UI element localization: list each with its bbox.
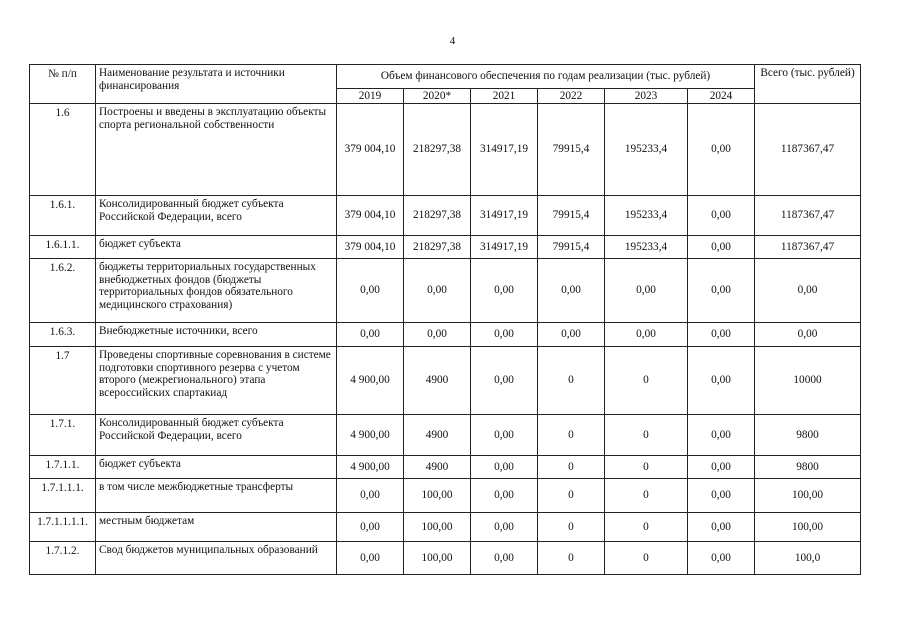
row-value: 0,00	[337, 542, 404, 575]
row-value: 4 900,00	[337, 415, 404, 456]
row-value: 195233,4	[605, 104, 688, 196]
row-value: 0	[538, 479, 605, 513]
row-value: 0	[605, 456, 688, 479]
row-value: 0,00	[404, 323, 471, 347]
row-value: 0,00	[688, 479, 755, 513]
row-value: 314917,19	[471, 104, 538, 196]
row-total: 1187367,47	[755, 196, 861, 236]
row-value: 0,00	[688, 513, 755, 542]
row-value: 0,00	[688, 415, 755, 456]
row-number: 1.6.2.	[30, 259, 96, 323]
row-value: 79915,4	[538, 236, 605, 259]
row-value: 379 004,10	[337, 104, 404, 196]
header-name: Наименование результата и источники финансирования	[96, 65, 337, 104]
row-name: местным бюджетам	[96, 513, 337, 542]
header-year: 2020*	[404, 89, 471, 104]
row-name: бюджеты территориальных государственных внебюджетных фондов (бюджеты территориальных фондов обязательного медицинского страхования)	[96, 259, 337, 323]
row-value: 0,00	[337, 513, 404, 542]
row-name: бюджет субъекта	[96, 456, 337, 479]
row-name: Проведены спортивные соревнования в системе подготовки спортивного резерва с учетом второго (межрегионального) этапа всероссийских спартакиад	[96, 347, 337, 415]
row-value: 79915,4	[538, 104, 605, 196]
row-value: 0	[538, 542, 605, 575]
row-name: в том числе межбюджетные трансферты	[96, 479, 337, 513]
financing-table	[29, 64, 861, 575]
table-row	[30, 323, 861, 347]
row-total: 1187367,47	[755, 236, 861, 259]
table-row	[30, 513, 861, 542]
row-value: 0	[538, 513, 605, 542]
row-value: 0,00	[688, 259, 755, 323]
row-value: 379 004,10	[337, 196, 404, 236]
row-name: Построены и введены в эксплуатацию объекты спорта региональной собственности	[96, 104, 337, 196]
row-value: 0,00	[471, 479, 538, 513]
row-value: 4900	[404, 456, 471, 479]
row-value: 0,00	[337, 259, 404, 323]
row-value: 4900	[404, 347, 471, 415]
row-total: 9800	[755, 456, 861, 479]
table-body	[30, 104, 861, 575]
page-number: 4	[449, 35, 456, 47]
row-number: 1.6.3.	[30, 323, 96, 347]
row-value: 0	[605, 542, 688, 575]
row-total: 100,0	[755, 542, 861, 575]
row-value: 0,00	[688, 196, 755, 236]
table-header	[30, 65, 861, 104]
row-value: 0,00	[688, 347, 755, 415]
table-row	[30, 415, 861, 456]
row-value: 4900	[404, 415, 471, 456]
row-value: 218297,38	[404, 104, 471, 196]
header-volume: Объем финансового обеспечения по годам реализации (тыс. рублей)	[337, 65, 755, 89]
row-value: 0,00	[404, 259, 471, 323]
row-number: 1.7.1.1.1.1.	[30, 513, 96, 542]
table-row	[30, 542, 861, 575]
row-name: Внебюджетные источники, всего	[96, 323, 337, 347]
row-name: бюджет субъекта	[96, 236, 337, 259]
row-value: 0,00	[471, 456, 538, 479]
row-value: 100,00	[404, 479, 471, 513]
row-value: 0,00	[471, 259, 538, 323]
row-total: 10000	[755, 347, 861, 415]
table-row	[30, 259, 861, 323]
table-row	[30, 347, 861, 415]
row-number: 1.7.1.1.	[30, 456, 96, 479]
header-year: 2023	[605, 89, 688, 104]
table-row	[30, 196, 861, 236]
row-number: 1.7	[30, 347, 96, 415]
row-number: 1.7.1.2.	[30, 542, 96, 575]
table-row	[30, 479, 861, 513]
row-value: 0,00	[688, 323, 755, 347]
header-year: 2021	[471, 89, 538, 104]
header-num: № п/п	[30, 65, 96, 104]
row-total: 100,00	[755, 513, 861, 542]
row-value: 195233,4	[605, 236, 688, 259]
row-value: 0,00	[538, 259, 605, 323]
row-value: 0	[538, 456, 605, 479]
row-value: 314917,19	[471, 196, 538, 236]
row-value: 4 900,00	[337, 347, 404, 415]
row-value: 100,00	[404, 513, 471, 542]
row-value: 100,00	[404, 542, 471, 575]
row-total: 9800	[755, 415, 861, 456]
row-value: 0	[605, 513, 688, 542]
row-value: 0,00	[337, 323, 404, 347]
header-year: 2019	[337, 89, 404, 104]
row-value: 0,00	[688, 236, 755, 259]
header-total: Всего (тыс. рублей)	[755, 65, 861, 104]
row-value: 4 900,00	[337, 456, 404, 479]
row-number: 1.6.1.1.	[30, 236, 96, 259]
row-total: 0,00	[755, 323, 861, 347]
row-value: 0	[605, 479, 688, 513]
table-row	[30, 104, 861, 196]
table-row	[30, 456, 861, 479]
row-name: Консолидированный бюджет субъекта Российской Федерации, всего	[96, 196, 337, 236]
row-value: 0,00	[688, 456, 755, 479]
row-value: 314917,19	[471, 236, 538, 259]
row-total: 100,00	[755, 479, 861, 513]
row-value: 0,00	[688, 542, 755, 575]
row-number: 1.6.1.	[30, 196, 96, 236]
row-value: 0,00	[337, 479, 404, 513]
row-value: 218297,38	[404, 196, 471, 236]
table-row	[30, 236, 861, 259]
header-year: 2022	[538, 89, 605, 104]
row-total: 0,00	[755, 259, 861, 323]
row-number: 1.7.1.1.1.	[30, 479, 96, 513]
row-total: 1187367,47	[755, 104, 861, 196]
row-name: Свод бюджетов муниципальных образований	[96, 542, 337, 575]
row-value: 379 004,10	[337, 236, 404, 259]
row-name: Консолидированный бюджет субъекта Российской Федерации, всего	[96, 415, 337, 456]
row-value: 195233,4	[605, 196, 688, 236]
row-value: 0,00	[605, 323, 688, 347]
row-value: 79915,4	[538, 196, 605, 236]
row-value: 0	[538, 415, 605, 456]
row-value: 0,00	[471, 347, 538, 415]
row-value: 0,00	[471, 513, 538, 542]
row-value: 0	[605, 415, 688, 456]
row-value: 0,00	[471, 542, 538, 575]
row-value: 0,00	[605, 259, 688, 323]
row-value: 0,00	[538, 323, 605, 347]
row-number: 1.7.1.	[30, 415, 96, 456]
row-value: 0	[605, 347, 688, 415]
row-value: 0	[538, 347, 605, 415]
row-value: 0,00	[688, 104, 755, 196]
row-value: 218297,38	[404, 236, 471, 259]
row-value: 0,00	[471, 323, 538, 347]
header-year: 2024	[688, 89, 755, 104]
row-number: 1.6	[30, 104, 96, 196]
row-value: 0,00	[471, 415, 538, 456]
